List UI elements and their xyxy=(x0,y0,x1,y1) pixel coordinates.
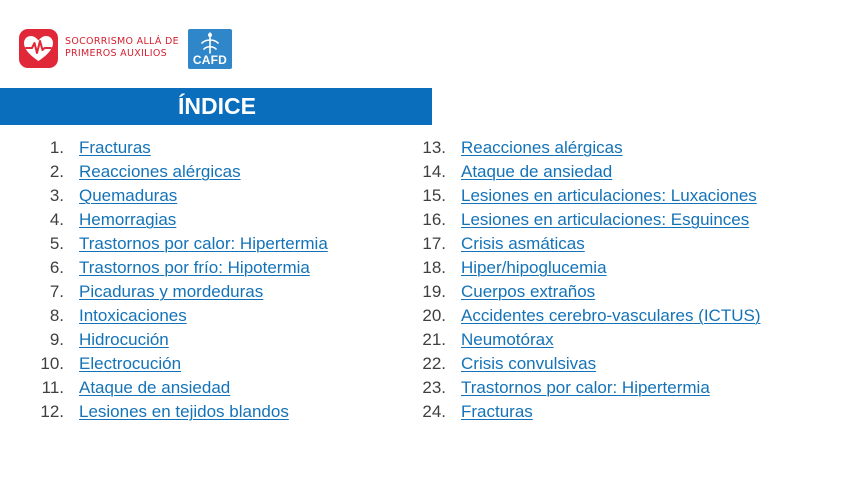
toc-item-number: 11. xyxy=(41,378,64,397)
toc-item xyxy=(20,208,328,232)
toc-item-link[interactable]: Lesiones en tejidos blandos xyxy=(79,402,289,421)
toc-item-link[interactable]: Ataque de ansiedad xyxy=(461,162,613,181)
toc-item-number: 19. xyxy=(422,282,446,301)
toc-item-number: 7. xyxy=(49,282,64,301)
toc-item-link[interactable]: Trastornos por calor: Hipertermia xyxy=(79,234,328,253)
cafd-logo xyxy=(188,29,232,69)
toc-item-link[interactable]: Hemorragias xyxy=(79,210,177,229)
toc-item xyxy=(20,304,328,328)
toc-item-link[interactable]: Ataque de ansiedad xyxy=(79,378,231,397)
toc-item xyxy=(20,184,328,208)
toc-item-link[interactable]: Neumotórax xyxy=(461,330,554,349)
toc-item-link[interactable]: Reacciones alérgicas xyxy=(79,162,241,181)
toc-item xyxy=(402,328,760,352)
toc-item-link[interactable]: Quemaduras xyxy=(79,186,178,205)
toc-item-link[interactable]: Accidentes cerebro-vasculares (ICTUS) xyxy=(461,306,761,325)
toc-item xyxy=(20,376,328,400)
toc-item-number: 6. xyxy=(49,258,64,277)
toc-item-number: 20. xyxy=(422,306,446,325)
toc-item-link[interactable]: Cuerpos extraños xyxy=(461,282,596,301)
toc-item-number: 8. xyxy=(49,306,64,325)
toc-item-number: 17. xyxy=(422,234,446,253)
toc-item xyxy=(402,400,760,424)
cafd-logo-text: CAFD xyxy=(192,53,228,67)
toc-item xyxy=(20,232,328,256)
toc-item xyxy=(20,352,328,376)
toc-item-link[interactable]: Trastornos por calor: Hipertermia xyxy=(461,378,710,397)
title-bar xyxy=(0,88,432,125)
toc-item xyxy=(402,376,760,400)
heart-pulse-icon xyxy=(19,29,58,68)
toc-item-number: 13. xyxy=(422,138,446,157)
toc-item xyxy=(402,232,760,256)
toc-item-link[interactable]: Reacciones alérgicas xyxy=(461,138,623,157)
toc-item-number: 21. xyxy=(422,330,446,349)
toc-item-number: 9. xyxy=(49,330,64,349)
toc-item xyxy=(402,208,760,232)
toc-item-link[interactable]: Crisis convulsivas xyxy=(461,354,597,373)
toc-item-number: 15. xyxy=(422,186,446,205)
toc-item-number: 16. xyxy=(422,210,446,229)
toc-item-link[interactable]: Crisis asmáticas xyxy=(461,234,585,253)
toc-item-link[interactable]: Fracturas xyxy=(461,402,533,421)
toc-item-number: 2. xyxy=(49,162,64,181)
toc-item-number: 14. xyxy=(422,162,446,181)
logo-text-line-2: PRIMEROS AUXILIOS xyxy=(65,48,167,59)
toc-item-number: 10. xyxy=(40,354,64,373)
toc-item-number: 3. xyxy=(49,186,64,205)
toc-item-link[interactable]: Hidrocución xyxy=(79,330,169,349)
toc-item-number: 12. xyxy=(40,402,64,421)
toc-item-number: 23. xyxy=(422,378,446,397)
toc-item xyxy=(20,160,328,184)
toc-item xyxy=(402,256,760,280)
toc-item-link[interactable]: Intoxicaciones xyxy=(79,306,187,325)
toc-item-number: 5. xyxy=(49,234,64,253)
toc-item xyxy=(402,136,760,160)
toc-item-link[interactable]: Lesiones en articulaciones: Esguinces xyxy=(461,210,750,229)
toc-right-column xyxy=(402,136,760,424)
toc-item-link[interactable]: Lesiones en articulaciones: Luxaciones xyxy=(461,186,757,205)
toc-item-link[interactable]: Hiper/hipoglucemia xyxy=(461,258,607,277)
toc-item-number: 18. xyxy=(422,258,446,277)
toc-item-number: 4. xyxy=(49,210,64,229)
toc-item xyxy=(20,400,328,424)
toc-item xyxy=(20,136,328,160)
logo-wordmark xyxy=(65,36,179,60)
toc-item-link[interactable]: Electrocución xyxy=(79,354,182,373)
toc-item xyxy=(402,304,760,328)
page-title: ÍNDICE xyxy=(178,93,256,119)
toc-item xyxy=(402,184,760,208)
first-aid-heart-logo xyxy=(19,29,58,68)
toc-item-link[interactable]: Fracturas xyxy=(79,138,151,157)
logo-text-line-1: SOCORRISMO ALLÁ DE xyxy=(65,36,179,47)
toc-item-link[interactable]: Picaduras y mordeduras xyxy=(79,282,264,301)
toc-item-number: 24. xyxy=(422,402,446,421)
toc-item-link[interactable]: Trastornos por frío: Hipotermia xyxy=(79,258,310,277)
toc-item-number: 1. xyxy=(49,138,64,157)
toc-left-column xyxy=(20,136,328,424)
toc-item xyxy=(20,280,328,304)
toc-item xyxy=(402,160,760,184)
toc-item xyxy=(20,256,328,280)
toc-item-number: 22. xyxy=(422,354,446,373)
toc-item xyxy=(402,352,760,376)
toc-item xyxy=(20,328,328,352)
toc-item xyxy=(402,280,760,304)
